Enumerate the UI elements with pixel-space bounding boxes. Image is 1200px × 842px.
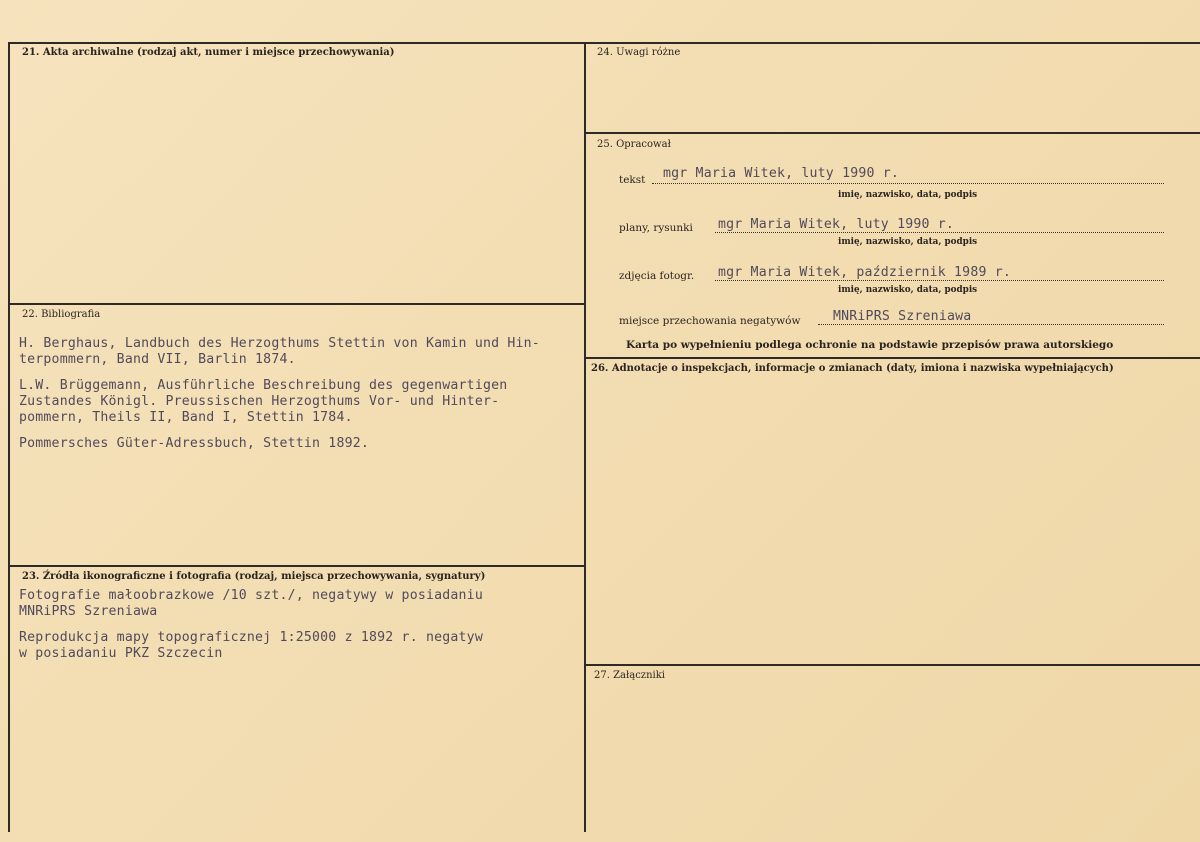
iconography-line: w posiadaniu PKZ Szczecin: [19, 646, 223, 661]
divider-24-25: [586, 132, 1200, 134]
section-23-label: 23. Źródła ikonograficzne i fotografia (rodzaj, miejsca przechowywania, sygnatury): [22, 571, 486, 582]
miejsce-dotted-line: [818, 324, 1164, 325]
miejsce-value: MNRiPRS Szreniawa: [833, 309, 972, 324]
tekst-hint: imię, nazwisko, data, podpis: [838, 190, 978, 200]
divider-25-26: [586, 357, 1200, 359]
bibliography-line: pommern, Theils II, Band I, Stettin 1784.: [19, 410, 353, 425]
section-21-label: 21. Akta archiwalne (rodzaj akt, numer i miejsce przechowywania): [22, 47, 395, 58]
zdjecia-label: zdjęcia fotogr.: [619, 270, 695, 282]
zdjecia-hint: imię, nazwisko, data, podpis: [838, 285, 978, 295]
tekst-label: tekst: [619, 174, 646, 186]
section-26-label: 26. Adnotacje o inspekcjach, informacje o zmianach (daty, imiona i nazwiska wypełniających): [591, 363, 1114, 374]
zdjecia-dotted-line: [715, 280, 1164, 281]
bibliography-line: terpommern, Band VII, Barlin 1874.: [19, 352, 296, 367]
section-22-label: 22. Bibliografia: [22, 309, 101, 320]
plany-dotted-line: [715, 232, 1164, 233]
section-27-label: 27. Załączniki: [594, 670, 665, 681]
zdjecia-value: mgr Maria Witek, październik 1989 r.: [718, 265, 1012, 280]
tekst-dotted-line: [652, 183, 1164, 184]
divider-21-22: [8, 303, 586, 305]
bibliography-line: Pommersches Güter-Adressbuch, Stettin 1892.: [19, 436, 370, 451]
miejsce-label: miejsce przechowania negatywów: [619, 315, 801, 327]
section-24-label: 24. Uwagi różne: [597, 47, 681, 58]
plany-hint: imię, nazwisko, data, podpis: [838, 237, 978, 247]
bibliography-line: L.W. Brüggemann, Ausführliche Beschreibung des gegenwartigen: [19, 378, 508, 393]
divider-26-27: [586, 664, 1200, 666]
plany-value: mgr Maria Witek, luty 1990 r.: [718, 217, 955, 232]
section-25-label: 25. Opracował: [597, 139, 671, 150]
tekst-value: mgr Maria Witek, luty 1990 r.: [663, 166, 900, 181]
divider-22-23: [8, 565, 586, 567]
plany-label: plany, rysunki: [619, 222, 693, 234]
iconography-line: Reprodukcja mapy topograficznej 1:25000 z 1892 r. negatyw: [19, 630, 483, 645]
bibliography-line: H. Berghaus, Landbuch des Herzogthums Stettin von Kamin und Hin-: [19, 336, 540, 351]
center-divider: [584, 42, 586, 832]
left-border: [8, 42, 10, 832]
iconography-line: Fotografie małoobrazkowe /10 szt./, negatywy w posiadaniu: [19, 588, 483, 603]
copyright-notice: Karta po wypełnieniu podlega ochronie na podstawie przepisów prawa autorskiego: [626, 339, 1114, 351]
top-border: [8, 42, 1200, 44]
bibliography-line: Zustandes Königl. Preussischen Herzogthums Vor- und Hinter-: [19, 394, 500, 409]
iconography-line: MNRiPRS Szreniawa: [19, 604, 158, 619]
